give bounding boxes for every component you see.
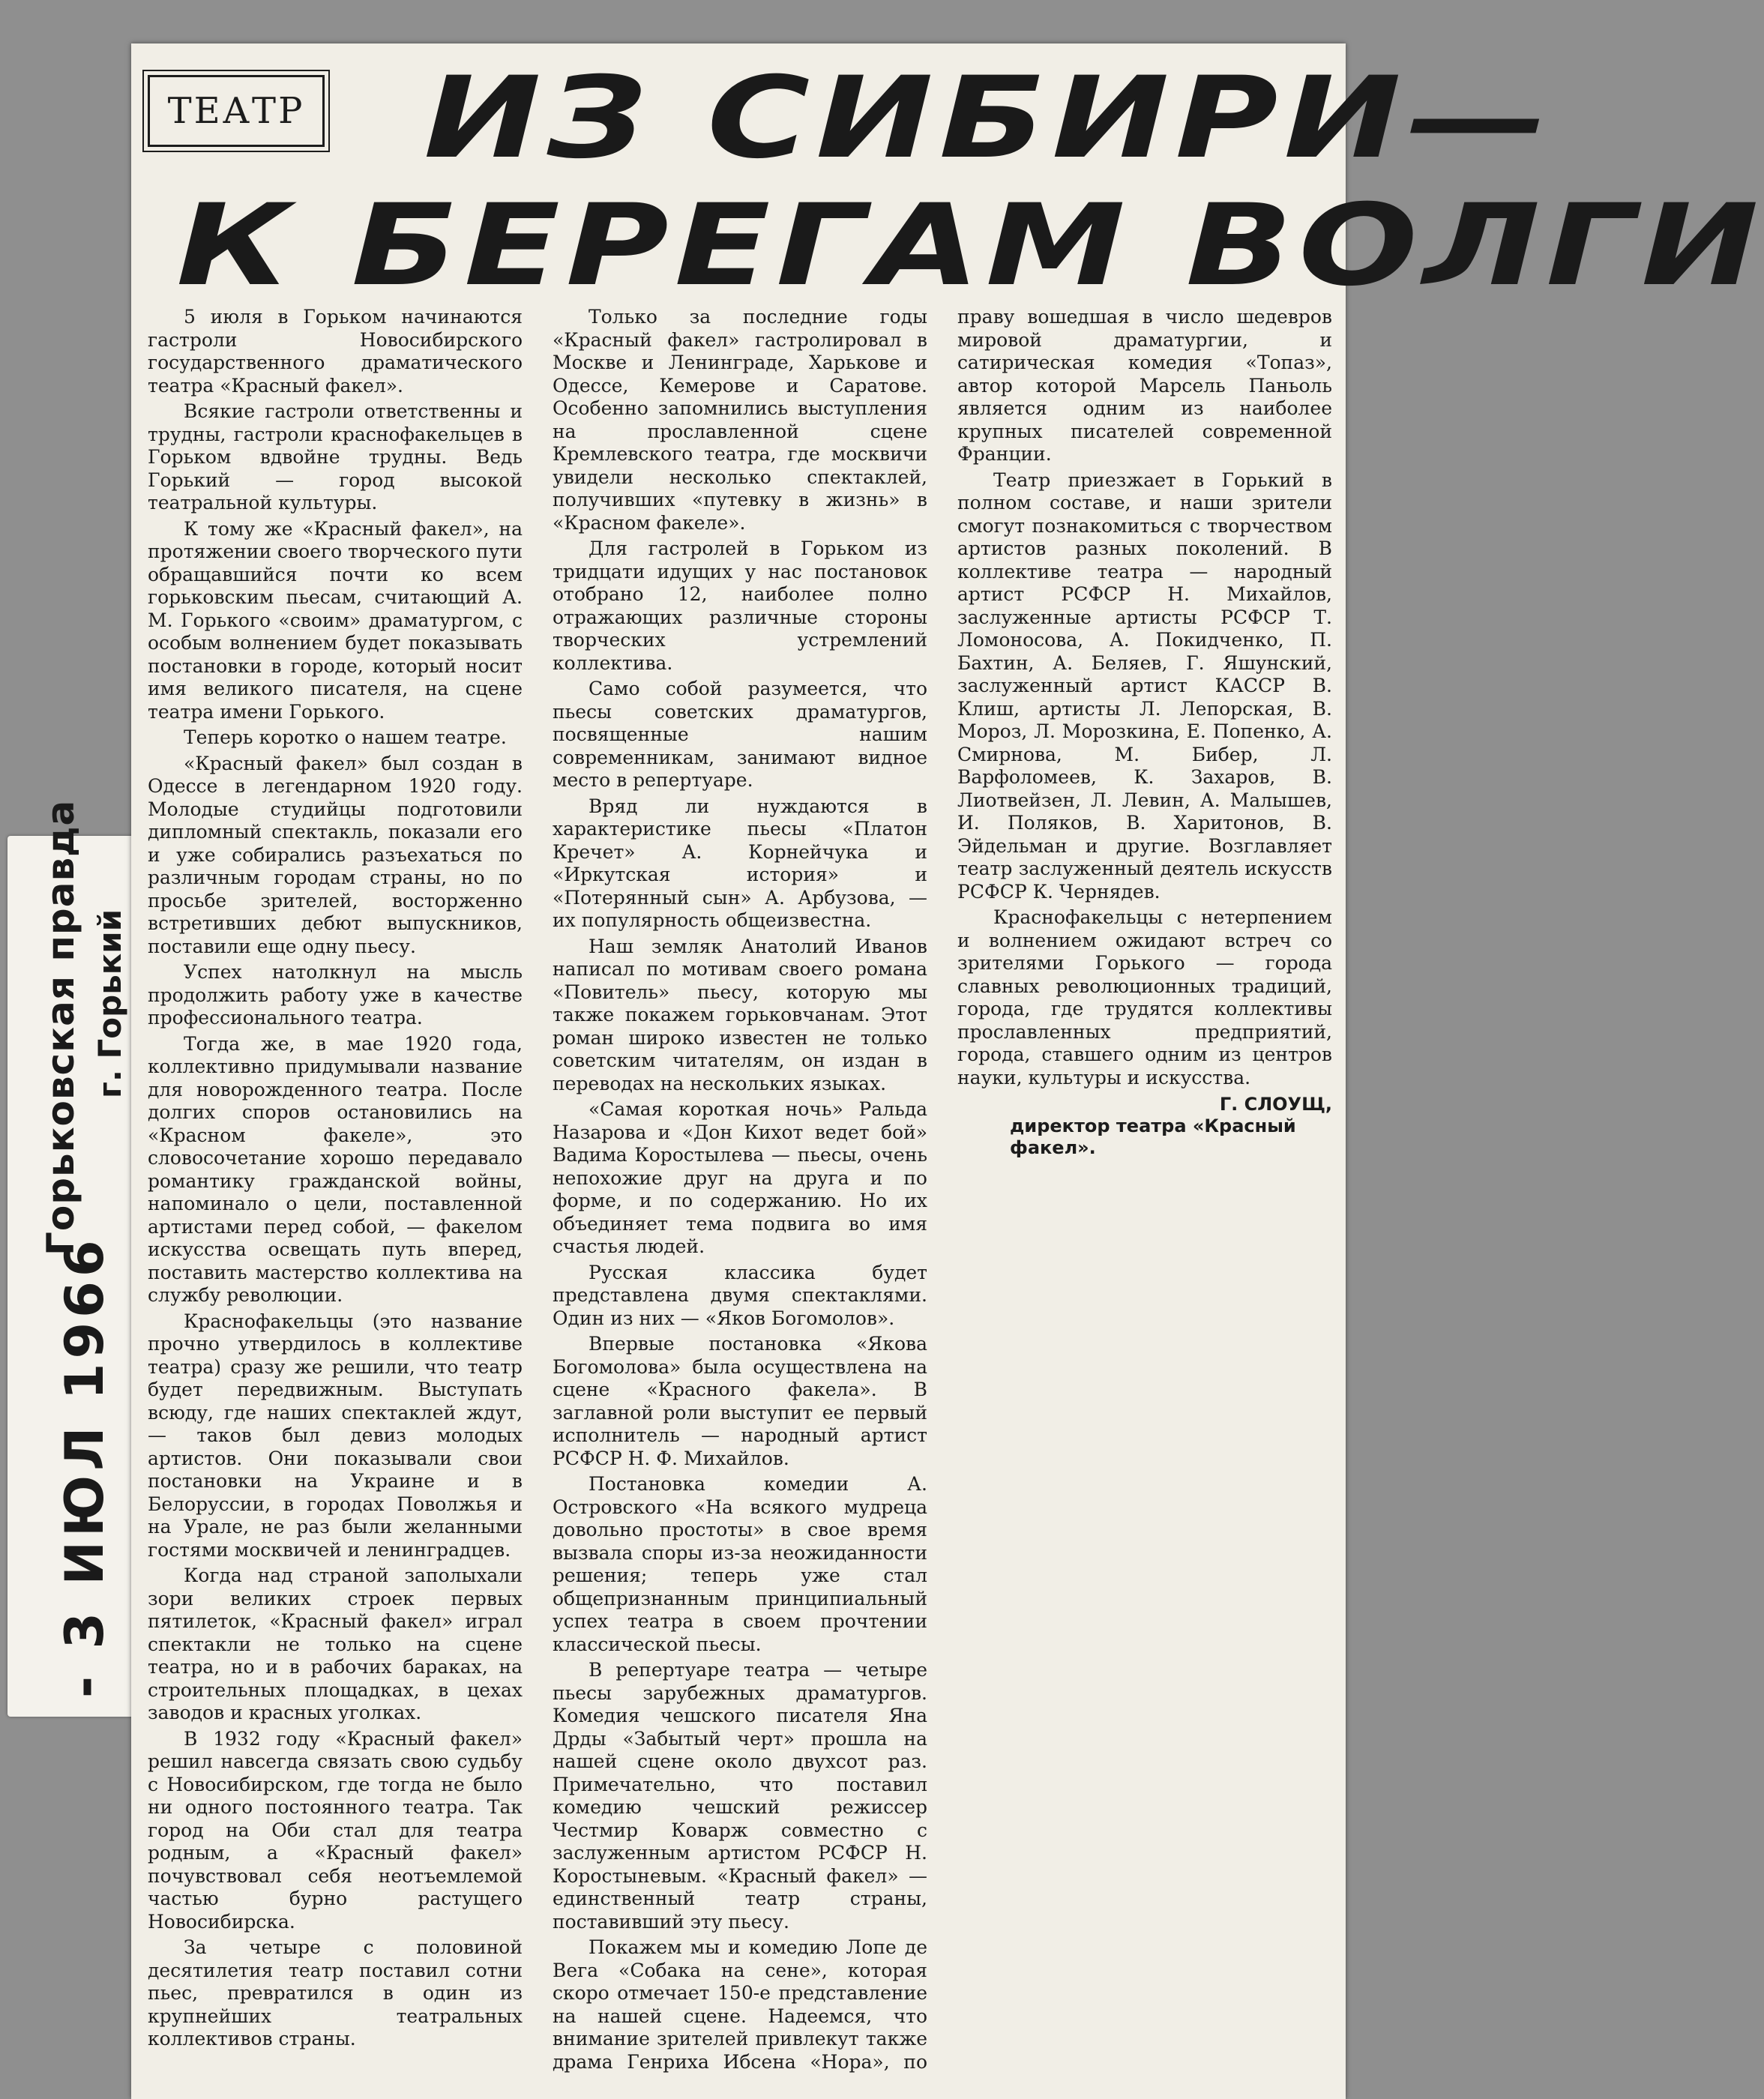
article-paragraph: За четыре с половиной десятилетия театр поставил сотни пьес, превратился в один из крупнейших театральных коллективов страны. (148, 1936, 523, 2050)
author-position: директор театра «Красный факел». (1010, 1115, 1296, 1158)
article-paragraph: К тому же «Красный факел», на протяжении своего творческого пути обращавшийся почти ко всем горьковским пьесам, считающий А. М. Горького «своим» драматургом, с особым волнением будет показывать постановки в городе, который носит имя великого писателя, на сцене театра имени Горького. (148, 517, 523, 723)
article-paragraph: Только за последние годы «Красный факел» гастролировал в Москве и Ленинграде, Харькове и Одессе, Кемерове и Саратове. Особенно запомнились выступления на прославленной сцене Кремлевского театра, где москвичи увидели несколько спектаклей, получивших «путевку в жизнь» в «Красном факеле». (553, 306, 927, 534)
article-paragraph: Всякие гастроли ответственны и трудны, гастроли краснофакельцев в Горьком вдвойне трудны. Ведь Горький — город высокой театральной культуры. (148, 400, 523, 514)
article-paragraph: 5 июля в Горьком начинаются гастроли Новосибирского государственного драматического театра «Красный факел». (148, 306, 523, 397)
article-paragraph: Русская классика будет представлена двумя спектаклями. Один из них — «Яков Богомолов». (553, 1261, 927, 1329)
article-paragraph: Впервые постановка «Якова Богомолова» была осуществлена на сцене «Красного факела». В заглавной роли выступит ее первый исполнитель — народный артист РСФСР Н. Ф. Михайлов. (553, 1333, 927, 1469)
article-body (148, 306, 1332, 2075)
article-paragraph: Теперь коротко о нашем театре. (184, 726, 507, 748)
headline-line-1: ИЗ СИБИРИ— (424, 53, 1553, 184)
article-paragraph: Вряд ли нуждаются в характеристике пьесы «Платон Кречет» А. Корнейчука и «Иркутская история» и «Потерянный сын» А. Арбузова, — их популярность общеизвестна. (553, 795, 927, 931)
article-paragraph: Наш земляк Анатолий Иванов написал по мотивам своего романа «Повитель» пьесу, которую мы также покажем горьковчанам. Этот роман широко известен не только советским читателям, он издан в переводах на нескольких языках. (553, 935, 927, 1094)
city-name: г. Горький (91, 909, 128, 1098)
article-paragraph: Само собой разумеется, что пьесы советских драматургов, посвященные нашим современникам, занимают видное место в репертуаре. (553, 678, 927, 791)
author-name: Г. СЛОУЩ, (1219, 1094, 1332, 1115)
article-paragraph: Когда над страной заполыхали зори великих строек первых пятилеток, «Красный факел» играл спектакли не только на сцене театра, но и в рабочих бараках, на строительных площадках, в цехах заводов и красных уголках. (148, 1565, 523, 1723)
newspaper-clipping (131, 43, 1764, 2099)
article-paragraph: Краснофакельцы (это название прочно утвердилось в коллективе театра) сразу же решили, что театр будет передвижным. Выступать всюду, где наших спектаклей ждут, — таков был девиз молодых артистов. Они показывали свои постановки на Украине и в Белоруссии, в городах Поволжья и на Урале, не раз были желанными гостями москвичей и ленинградцев. (148, 1310, 523, 1561)
newspaper-name: Горьковская правда (39, 799, 82, 1256)
article-paragraph: Краснофакельцы с нетерпением и волнением ожидают встреч со зрителями Горького — города славных революционных традиций, города, где трудятся коллективы прославленных предприятий, города, ставшего одним из центров науки, культуры и искусства. (957, 906, 1332, 1088)
article-paragraph: Тогда же, в мае 1920 года, коллективно придумывали название для новорожденного театра. После долгих споров остановились на «Красном факеле», это словосочетание хорошо передавало романтику гражданской войны, напоминало о цели, поставленной артистами перед собой, — факелом искусства освещать путь вперед, поставить мастерство коллектива на службу революции. (148, 1032, 523, 1306)
article-paragraph: Покажем мы и комедию Лопе де Вега «Собака на сене», которая скоро отмечает 150-е представление на нашей сцене. Надеемся, что внимание зрителей привлекут также драма Генриха Ибсена «Нора», по праву вошедшая в число шедевров мировой драматургии, и сатирическая комедия «Топаз», автор которой Марсель Паньоль является одним из наиболее крупных писателей современной Франции. (553, 306, 1332, 2073)
author-signature (957, 1094, 1332, 1159)
archive-slip (7, 799, 136, 1717)
article-paragraph: Постановка комедии А. Островского «На всякого мудреца довольно простоты» в свое время вызвала споры из-за неожиданности решения; теперь уже стал общепризнанным принципиальный успех театра в своем прочтении классической пьесы. (553, 1473, 927, 1655)
article-paragraph: «Красный факел» был создан в Одессе в легендарном 1920 году. Молодые студийцы подготовили дипломный спектакль, показали его и уже собирались разъехаться по различным городам страны, но по просьбе зрителей, восторженно встретивших дебют выпускников, поставили еще одну пьесу. (148, 752, 523, 957)
date-stamp: - 3 ИЮЛ 1966 (54, 1235, 115, 1698)
article-paragraph: «Самая короткая ночь» Ральда Назарова и «Дон Кихот ведет бой» Вадима Коростылева — пьесы, очень непохожие друг на друга и по форме, и по содержанию. Но их объединяет тема подвига во имя счастья людей. (553, 1098, 927, 1257)
rubric-box: ТЕАТР (148, 75, 325, 147)
headline-line-2: К БЕРЕГАМ ВОЛГИ (176, 181, 1764, 311)
article-paragraph: Театр приезжает в Горький в полном составе, и наши зрители смогут познакомиться с творчеством артистов разных поколений. В коллективе театра — народный артист РСФСР Н. Михайлов, заслуженные артисты РСФСР Т. Ломоносова, А. Покидченко, П. Бахтин, А. Беляев, Г. Яшунский, заслуженный артист КАССР В. Клиш, артисты Л. Лепорская, В. Мороз, Л. Морозкина, Е. Попенко, А. Смирнова, М. Бибер, Л. Варфоломеев, К. Захаров, В. Лиотвейзен, Л. Левин, А. Малышев, И. Поляков, В. Харитонов, В. Эйдельман и другие. Возглавляет театр заслуженный деятель искусств РСФСР К. Чернядев. (957, 469, 1332, 903)
article-paragraph: Успех натолкнул на мысль продолжить работу уже в качестве профессионального театра. (148, 961, 523, 1029)
article-paragraph: Для гастролей в Горьком из тридцати идущих у нас постановок отобрано 12, наиболее полно отражающих различные стороны творческих устремлений коллектива. (553, 537, 927, 674)
article-paragraph: В репертуаре театра — четыре пьесы зарубежных драматургов. Комедия чешского писателя Яна Дрды «Забытый черт» прошла на нашей сцене около двухсот раз. Примечательно, что поставил комедию чешский режиссер Честмир Коварж совместно с заслуженным артистом РСФСР Н. Коростыневым. «Красный факел» — единственный театр страны, поставивший эту пьесу. (553, 1659, 927, 1933)
article-paragraph: В 1932 году «Красный факел» решил навсегда связать свою судьбу с Новосибирском, где тогда не было ни одного постоянного театра. Так город на Оби стал для театра родным, а «Красный факел» почувствовал себя неотъемлемой частью бурно растущего Новосибирска. (148, 1727, 523, 1933)
